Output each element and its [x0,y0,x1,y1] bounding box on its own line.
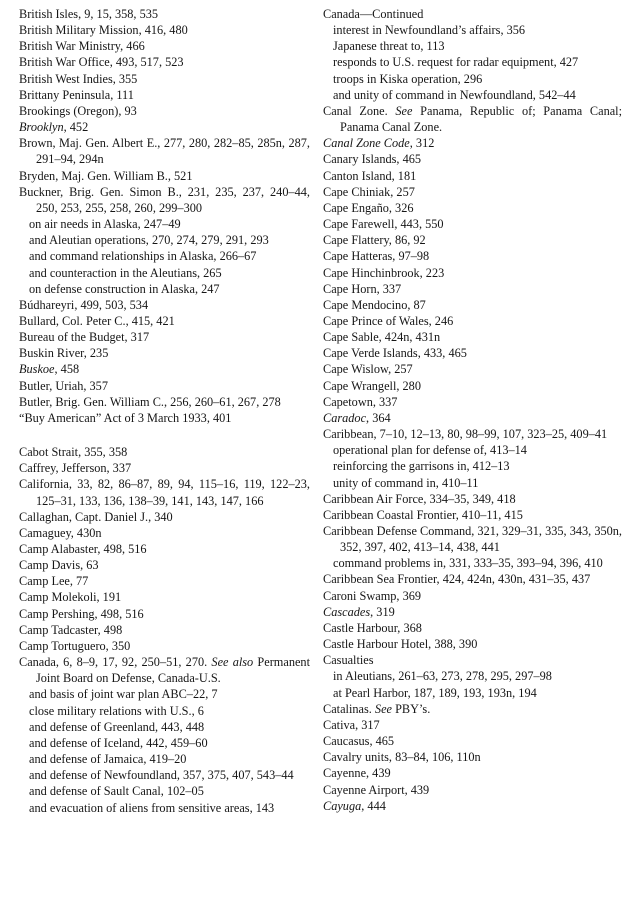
index-entry [323,232,622,248]
index-entry [323,184,622,200]
index-subentry [323,442,622,458]
entry-text: responds to U.S. request for radar equipment, 427 [333,55,579,70]
italic-text: Caradoc [323,410,367,425]
entry-text: and counteraction in the Aleutians, 265 [29,265,222,280]
entry-text: Japanese threat to, 113 [333,39,445,54]
index-entry [19,345,310,361]
index-entry [19,410,310,426]
index-entry [323,168,622,184]
entry-text: British Isles, 9, 15, 358, 535 [19,7,159,21]
entry-text: Camp Davis, 63 [19,558,99,573]
index-subentry [19,216,310,232]
index-entry [323,297,622,313]
index-subentry [323,22,622,38]
entry-text: and defense of Newfoundland, 357, 375, 407, 543–44 [29,768,294,783]
entry-text: Cativa, 317 [323,717,380,732]
entry-text: Caribbean, 7–10, 12–13, 80, 98–99, 107, 323–25, 409–41 [323,427,608,442]
entry-text: Canary Islands, 465 [323,152,422,167]
entry-text: interest in Newfoundland’s affairs, 356 [333,23,526,38]
entry-text: on defense construction in Alaska, 247 [29,281,220,296]
index-entry [323,103,622,135]
entry-text: Casualties [323,653,374,668]
index-entry [323,378,622,394]
index-subentry [323,54,622,70]
entry-text: Capetown, 337 [323,394,398,409]
entry-text: PBY’s. [392,701,431,716]
entry-text: British War Ministry, 466 [19,39,145,54]
entry-text: Bullard, Col. Peter C., 415, 421 [19,313,175,328]
entry-text: Camaguey, 430n [19,525,102,540]
entry-text: Caribbean Sea Frontier, 424, 424n, 430n, 431–35, 437 [323,572,591,587]
index-subentry [323,38,622,54]
index-entry [323,798,622,814]
entry-text: British West Indies, 355 [19,71,138,86]
index-entry [323,507,622,523]
entry-text: Cape Farewell, 443, 550 [323,217,444,232]
index-entry [323,749,622,765]
index-entry [19,135,310,167]
index-subentry [19,703,310,719]
entry-text: close military relations with U.S., 6 [29,703,204,718]
index-entry [323,571,622,587]
index-entry [19,654,310,686]
index-entry [323,265,622,281]
index-entry [323,491,622,507]
entry-text: reinforcing the garrisons in, 412–13 [333,459,510,474]
index-subentry [19,248,310,264]
index-subentry [323,87,622,103]
entry-text: Bureau of the Budget, 317 [19,330,150,345]
entry-text: unity of command in, 410–11 [333,475,479,490]
entry-text: Cape Prince of Wales, 246 [323,313,454,328]
index-entry [323,6,622,22]
entry-text: British War Office, 493, 517, 523 [19,55,184,70]
index-entry [323,216,622,232]
index-entry [19,622,310,638]
index-subentry [323,555,622,571]
index-subentry [19,800,310,816]
index-subentry [19,783,310,799]
index-entry [323,426,622,442]
index-entry [323,361,622,377]
index-subentry [19,751,310,767]
entry-text: and basis of joint war plan ABC–22, 7 [29,687,218,702]
entry-text: California, 33, 82, 86–87, 89, 94, 115–16, 119, 122–23, 125–31, 133, 136, 138–39, 141, 143, 147, 166 [19,477,310,508]
entry-text: Cayenne Airport, 439 [323,782,430,797]
entry-text: Cape Verde Islands, 433, 465 [323,346,467,361]
index-entry [323,345,622,361]
index-entry [323,151,622,167]
index-entry [323,135,622,151]
index-entry [19,394,310,410]
index-entry [19,184,310,216]
letter-section-gap [19,426,310,444]
entry-text: Brittany Peninsula, 111 [19,87,134,102]
index-entry [323,313,622,329]
index-entry [323,717,622,733]
index-entry [323,588,622,604]
index-entry [19,22,310,38]
entry-text: Cape Mendocino, 87 [323,297,426,312]
entry-text: Camp Lee, 77 [19,574,89,589]
entry-text: Cape Horn, 337 [323,281,402,296]
index-entry [323,701,622,717]
index-entry [19,297,310,313]
index-entry [19,329,310,345]
italic-text: Brooklyn [19,120,64,135]
index-entry [19,444,310,460]
entry-text: Butler, Brig. Gen. William C., 256, 260–61, 267, 278 [19,394,281,409]
entry-text: and defense of Jamaica, 419–20 [29,752,187,767]
entry-text: Canal Zone. [323,103,396,118]
index-entry [323,765,622,781]
index-subentry [323,668,622,684]
entry-text: Cavalry units, 83–84, 106, 110n [323,750,481,765]
index-subentry [19,686,310,702]
italic-text: Buskoe [19,362,55,377]
entry-text: troops in Kiska operation, 296 [333,71,483,86]
entry-text: Catalinas. [323,701,375,716]
entry-text: Bryden, Maj. Gen. William B., 521 [19,168,193,183]
entry-text: , 364 [366,410,391,425]
italic-text: See [395,103,413,118]
entry-text: British Military Mission, 416, 480 [19,23,188,38]
entry-text: Camp Tadcaster, 498 [19,622,123,637]
entry-text: at Pearl Harbor, 187, 189, 193, 193n, 194 [333,685,537,700]
entry-text: Camp Molekoli, 191 [19,590,122,605]
index-entry [323,652,622,668]
entry-text: Caribbean Coastal Frontier, 410–11, 415 [323,507,523,522]
index-entry [323,394,622,410]
entry-text: Caffrey, Jefferson, 337 [19,461,132,476]
index-entry [19,54,310,70]
entry-text: Caribbean Air Force, 334–35, 349, 418 [323,491,516,506]
entry-text: , 312 [409,136,435,151]
entry-text: , 319 [370,604,395,619]
entry-text: and Aleutian operations, 270, 274, 279, 291, 293 [29,233,269,248]
entry-text: and command relationships in Alaska, 266–67 [29,249,257,264]
entry-text: and defense of Iceland, 442, 459–60 [29,735,208,750]
index-entry [19,557,310,573]
index-subentry [19,735,310,751]
entry-text: command problems in, 331, 333–35, 393–94, 396, 410 [333,556,603,571]
index-entry [19,573,310,589]
entry-text: Cabot Strait, 355, 358 [19,445,128,460]
entry-text: and defense of Sault Canal, 102–05 [29,784,204,799]
entry-text: Cayenne, 439 [323,766,391,781]
index-entry [19,103,310,119]
italic-text: See also [211,655,254,670]
entry-text: Buskin River, 235 [19,346,109,361]
entry-text: Buckner, Brig. Gen. Simon B., 231, 235, 237, 240–44, 250, 253, 255, 258, 260, 299–300 [19,184,310,215]
entry-text: Cape Hatteras, 97–98 [323,249,430,264]
index-subentry [19,265,310,281]
entry-text: Cape Flattery, 86, 92 [323,233,426,248]
index-entry [19,119,310,135]
index-entry [19,476,310,508]
index-entry [323,620,622,636]
entry-text: and unity of command in Newfoundland, 542–44 [333,87,576,102]
entry-text: and defense of Greenland, 443, 448 [29,719,205,734]
entry-text: Canton Island, 181 [323,168,417,183]
index-entry [19,87,310,103]
index-entry [19,460,310,476]
entry-text: Panama, Republic of; Panama Canal; Panama Canal Zone. [340,103,623,135]
index-entry [19,313,310,329]
index-entry [323,200,622,216]
entry-text: in Aleutians, 261–63, 273, 278, 295, 297–98 [333,669,552,684]
index-subentry [19,719,310,735]
entry-text: Cape Chiniak, 257 [323,184,415,199]
index-subentry [323,71,622,87]
index-subentry [19,232,310,248]
entry-text: Canada, 6, 8–9, 17, 92, 250–51, 270. [19,655,212,670]
entry-text: Brown, Maj. Gen. Albert E., 277, 280, 282–85, 285n, 287, 291–94, 294n [19,136,310,167]
entry-text: on air needs in Alaska, 247–49 [29,217,181,232]
entry-text: Cape Wrangell, 280 [323,378,421,393]
italic-text: Canal Zone Code [323,136,410,151]
index-entry [323,281,622,297]
index-entry [323,410,622,426]
index-entry [19,378,310,394]
entry-text: Caroni Swamp, 369 [323,588,422,603]
entry-text: Castle Harbour Hotel, 388, 390 [323,637,478,652]
entry-text: Camp Alabaster, 498, 516 [19,542,147,556]
index-entry [19,589,310,605]
entry-text: , 444 [361,798,386,813]
index-entry [323,636,622,652]
italic-text: See [374,701,392,716]
entry-text: “Buy American” Act of 3 March 1933, 401 [19,410,232,425]
index-entry [19,638,310,654]
index-entry [19,606,310,622]
index-entry [323,782,622,798]
index-entry [19,361,310,377]
index-entry [323,329,622,345]
entry-text: Caribbean Defense Command, 321, 329–31, 335, 343, 350n, 352, 397, 402, 413–14, 438, 441 [323,524,622,555]
entry-text: and evacuation of aliens from sensitive areas, 143 [29,800,275,815]
index-entry [323,523,622,555]
entry-text: Callaghan, Capt. Daniel J., 340 [19,509,173,524]
index-entry [19,168,310,184]
index-entry [19,541,310,557]
index-entry [19,525,310,541]
entry-text: Camp Tortuguero, 350 [19,638,131,653]
entry-text: Permanent Joint Board on Defense, Canada-U.S. [36,655,311,686]
index-entry [323,733,622,749]
entry-text: , 458 [54,362,80,377]
index-entry [19,6,310,22]
index-subentry [323,458,622,474]
entry-text: Cape Sable, 424n, 431n [323,330,441,345]
italic-text: Cascades [323,604,371,619]
index-column-right [323,6,622,814]
italic-text: Cayuga [323,798,362,813]
index-subentry [19,281,310,297]
index-entry [323,604,622,620]
entry-text: Butler, Uriah, 357 [19,378,108,393]
entry-text: Cape Hinchinbrook, 223 [323,265,445,280]
entry-text: Brookings (Oregon), 93 [19,103,137,118]
index-entry [323,248,622,264]
entry-text: Camp Pershing, 498, 516 [19,606,144,621]
entry-text: , 452 [63,120,89,135]
entry-text: Caucasus, 465 [323,734,395,749]
entry-text: operational plan for defense of, 413–14 [333,443,527,458]
entry-text: Canada—Continued [323,7,424,21]
entry-text: Castle Harbour, 368 [323,620,422,635]
index-entry [19,509,310,525]
index-entry [19,38,310,54]
index-column-left [19,6,310,816]
index-subentry [323,475,622,491]
index-entry [19,71,310,87]
index-subentry [19,767,310,783]
entry-text: Cape Wislow, 257 [323,362,413,377]
entry-text: Búdhareyri, 499, 503, 534 [19,297,149,312]
index-subentry [323,685,622,701]
entry-text: Cape Engaño, 326 [323,200,414,215]
